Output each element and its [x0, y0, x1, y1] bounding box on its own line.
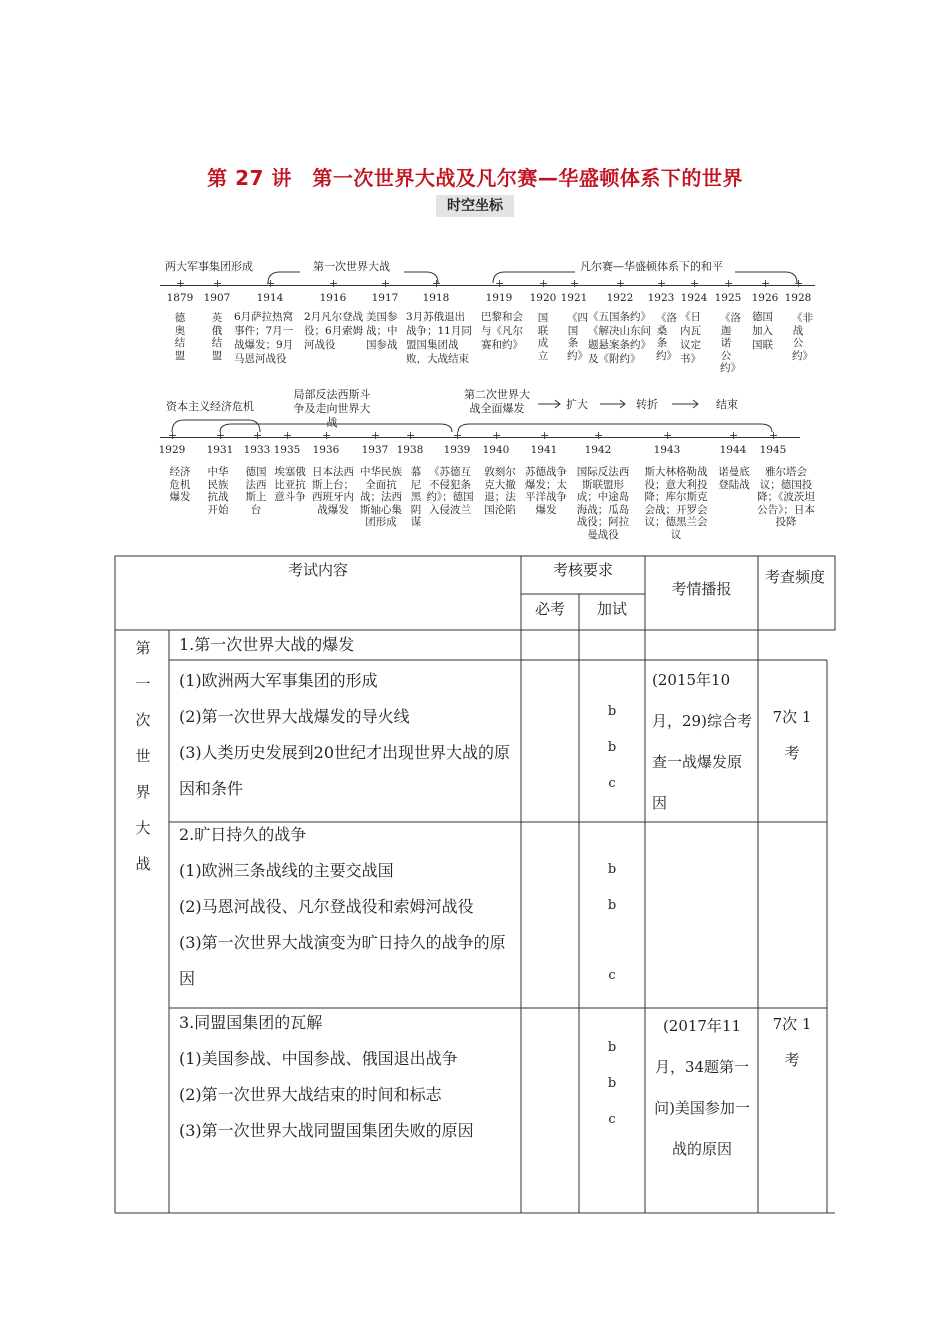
- year-label: 1931: [206, 444, 234, 456]
- event-1879: 德奥结盟: [174, 312, 186, 362]
- event-1939: 《苏德互不侵犯条约》；德国入侵波兰: [426, 466, 474, 516]
- year-label: 1941: [530, 444, 558, 456]
- year-label: 1907: [203, 292, 231, 304]
- event-1923: 《洛桑条约》: [656, 312, 677, 362]
- year-tick: +: [657, 277, 667, 290]
- year-tick: +: [539, 277, 549, 290]
- header-requirement: 考核要求: [552, 561, 613, 579]
- level: b: [607, 1076, 617, 1091]
- phase-label: 第一次世界大战: [313, 260, 390, 273]
- frequency-text: 7次 1考: [772, 1015, 812, 1069]
- event-1919: 巴黎和会与《凡尔赛和约》: [481, 311, 523, 351]
- topic-item: (2)马恩河战役、凡尔登战役和索姆河战役: [179, 897, 474, 916]
- year-tick: +: [663, 429, 673, 442]
- phase-label: 结束: [716, 398, 738, 411]
- year-tick: +: [371, 429, 381, 442]
- frequency-text: 7次 1考: [772, 708, 812, 762]
- phase-label: 转折: [636, 398, 658, 411]
- event-1922: 《五国条约》《解决山东问题悬案条约》及《附约》: [588, 311, 651, 365]
- year-label: 1918: [422, 292, 450, 304]
- page-title: 第 27 讲 第一次世界大战及凡尔赛—华盛顿体系下的世界: [207, 166, 743, 190]
- year-label: 1940: [482, 444, 510, 456]
- phase-label: 局部反法西斯斗争及走向世界大战: [293, 388, 371, 429]
- event-1920: 国联成立: [537, 312, 549, 362]
- year-tick: +: [794, 277, 804, 290]
- year-label: 1944: [719, 444, 747, 456]
- year-tick: +: [168, 429, 178, 442]
- year-label: 1937: [361, 444, 389, 456]
- year-tick: +: [322, 429, 332, 442]
- year-label: 1914: [256, 292, 284, 304]
- year-tick: +: [690, 277, 700, 290]
- year-label: 1936: [312, 444, 340, 456]
- report-text: (2015年10月，29)综合考查一战爆发原因: [652, 671, 752, 812]
- year-label: 1917: [371, 292, 399, 304]
- event-1907: 英俄结盟: [211, 312, 223, 362]
- event-1924: 《日内瓦议定书》: [680, 311, 701, 365]
- year-label: 1945: [759, 444, 787, 456]
- topic-heading: 1.第一次世界大战的爆发: [179, 635, 355, 654]
- year-tick: +: [406, 429, 416, 442]
- year-tick: +: [495, 277, 505, 290]
- header-plus: 加试: [596, 600, 627, 618]
- event-1928: 《非战公约》: [792, 312, 813, 362]
- event-1935: 埃塞俄比亚抗意斗争: [274, 466, 306, 503]
- header-report: 考情播报: [671, 580, 732, 598]
- phase-label: 第二次世界大战全面爆发: [464, 388, 530, 415]
- event-1926: 德国加入国联: [752, 311, 773, 351]
- topic-item: (3)第一次世界大战同盟国集团失败的原因: [179, 1121, 474, 1140]
- phase-label: 两大军事集团形成: [165, 260, 253, 273]
- year-tick: +: [594, 429, 604, 442]
- event-1945: 雅尔塔会议；德国投降；《波茨坦公告》；日本投降: [757, 466, 815, 528]
- section-subtitle: 时空坐标: [436, 195, 514, 217]
- event-1942: 国际反法西斯联盟形成；中途岛海战；瓜岛战役；阿拉曼战役: [576, 466, 630, 541]
- year-label: 1920: [529, 292, 557, 304]
- event-1943: 斯大林格勒战役；意大利投降；库尔斯克会战；开罗会议；德黑兰会议: [644, 466, 708, 541]
- year-label: 1923: [647, 292, 675, 304]
- event-1944: 诺曼底登陆战: [718, 466, 750, 491]
- phase-label: 扩大: [566, 398, 588, 411]
- level: c: [608, 1112, 616, 1127]
- year-label: 1879: [166, 292, 194, 304]
- event-1941: 苏德战争爆发；太平洋战争爆发: [525, 466, 567, 516]
- year-tick: +: [570, 277, 580, 290]
- header-frequency: 考查频度: [764, 568, 825, 586]
- topic-heading: 2.旷日持久的战争: [179, 825, 307, 844]
- year-label: 1919: [485, 292, 513, 304]
- year-label: 1943: [653, 444, 681, 456]
- year-tick: +: [729, 429, 739, 442]
- year-tick: +: [540, 429, 550, 442]
- event-1916: 2月凡尔登战役；6月索姆河战役: [304, 311, 364, 351]
- report-text: (2017年11月，34题第一问)美国参加一战的原因: [654, 1017, 750, 1158]
- year-tick: +: [381, 277, 391, 290]
- year-tick: +: [266, 277, 276, 290]
- year-label: 1942: [584, 444, 612, 456]
- topic-item: (1)欧洲三条战线的主要交战国: [179, 861, 394, 880]
- event-1917: 美国参战；中国参战: [366, 311, 398, 351]
- year-label: 1938: [396, 444, 424, 456]
- year-label: 1928: [784, 292, 812, 304]
- year-tick: +: [616, 277, 626, 290]
- event-1929: 经济危机爆发: [169, 466, 191, 503]
- level: b: [607, 1040, 617, 1055]
- year-tick: +: [216, 429, 226, 442]
- event-1921: 《四国条约》: [567, 312, 588, 362]
- topic-item: (1)美国参战、中国参战、俄国退出战争: [179, 1049, 458, 1068]
- level: c: [608, 968, 616, 983]
- level: b: [607, 862, 617, 877]
- event-1925: 《洛迦诺公约》: [720, 312, 741, 374]
- topic-item: (1)欧洲两大军事集团的形成: [179, 671, 378, 690]
- topic-heading: 3.同盟国集团的瓦解: [179, 1013, 323, 1032]
- year-tick: +: [213, 277, 223, 290]
- event-1937: 中华民族全面抗战；法西斯轴心集团形成: [360, 466, 402, 528]
- event-1918: 3月苏俄退出战争；11月同盟国集团战败，大战结束: [406, 311, 472, 365]
- year-label: 1916: [319, 292, 347, 304]
- year-label: 1935: [273, 444, 301, 456]
- year-tick: +: [432, 277, 442, 290]
- event-1933: 德国法西斯上台: [245, 466, 267, 516]
- year-label: 1933: [243, 444, 271, 456]
- year-label: 1939: [443, 444, 471, 456]
- section-title: 第一次世界大战: [135, 639, 151, 873]
- event-1940: 敦刻尔克大撤退；法国沦陷: [484, 466, 516, 516]
- level: b: [607, 740, 617, 755]
- year-tick: +: [253, 429, 263, 442]
- year-tick: +: [453, 429, 463, 442]
- topic-item: (2)第一次世界大战爆发的导火线: [179, 707, 410, 726]
- level: c: [608, 776, 616, 791]
- year-tick: +: [769, 429, 779, 442]
- event-1936: 日本法西斯上台；西班牙内战爆发: [312, 466, 354, 516]
- year-tick: +: [724, 277, 734, 290]
- year-label: 1925: [714, 292, 742, 304]
- level: b: [607, 898, 617, 913]
- year-tick: +: [492, 429, 502, 442]
- event-1914: 6月萨拉热窝事件；7月一战爆发；9月马恩河战役: [234, 311, 294, 365]
- year-label: 1929: [158, 444, 186, 456]
- phase-label: 资本主义经济危机: [166, 400, 254, 413]
- event-1931: 中华民族抗战开始: [207, 466, 229, 516]
- year-label: 1924: [680, 292, 708, 304]
- phase-label: 凡尔赛—华盛顿体系下的和平: [580, 260, 723, 273]
- year-label: 1926: [751, 292, 779, 304]
- topic-item: (3)人类历史发展到20世纪才出现世界大战的原因和条件: [179, 743, 511, 798]
- level: b: [607, 704, 617, 719]
- year-label: 1922: [606, 292, 634, 304]
- header-content: 考试内容: [287, 561, 348, 579]
- year-tick: +: [761, 277, 771, 290]
- year-label: 1921: [560, 292, 588, 304]
- year-tick: +: [176, 277, 186, 290]
- topic-item: (2)第一次世界大战结束的时间和标志: [179, 1085, 442, 1104]
- header-required: 必考: [534, 600, 565, 618]
- event-1938: 慕尼黑阴谋: [410, 466, 422, 528]
- year-tick: +: [283, 429, 293, 442]
- topic-item: (3)第一次世界大战演变为旷日持久的战争的原因: [179, 933, 506, 988]
- year-tick: +: [329, 277, 339, 290]
